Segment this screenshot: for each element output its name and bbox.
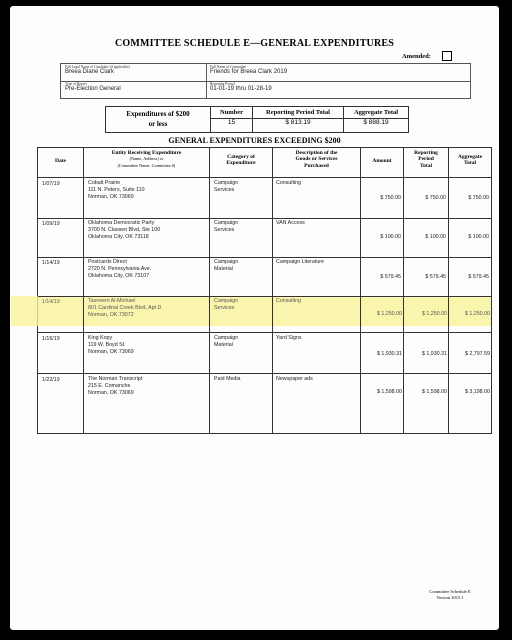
summary-aggregate-header: Aggregate Total: [344, 107, 408, 119]
summary-table: [105, 106, 409, 133]
row-description: Campaign Literature: [276, 259, 324, 265]
col-category-header: Category of: [227, 154, 255, 160]
row-entity-name: Postcards Direct: [88, 259, 127, 265]
summary-label-line2: or less: [148, 120, 168, 128]
row-category: Campaign: [214, 335, 239, 341]
row-category: Paid Media: [214, 376, 241, 382]
row-entity-city: Norman, OK 73072: [88, 312, 134, 318]
row-date: 1/16/19: [42, 336, 60, 342]
col-entity-subheader: [Name, Address] or: [129, 156, 164, 162]
row-amount: $ 1,250.00: [376, 311, 402, 317]
row-entity-name: The Norman Transcript: [88, 376, 143, 382]
row-date: 1/22/19: [42, 377, 60, 383]
row-period-total: $ 1,598.00: [421, 389, 447, 395]
row-date: 1/07/19: [42, 181, 60, 187]
row-aggregate: $ 579.45: [468, 274, 489, 280]
reporting-period-value: 01-01-19 thru 01-28-19: [210, 86, 272, 92]
row-date: 1/14/19: [42, 299, 60, 305]
summary-period-total-value: $ 813.19: [285, 119, 311, 126]
row-aggregate: $ 3,198.00: [464, 389, 490, 395]
row-category: Campaign: [214, 180, 239, 186]
row-date: 1/14/19: [42, 260, 60, 266]
col-amount-header: Amount: [372, 158, 392, 164]
row-period-total: $ 750.00: [425, 195, 446, 201]
document-title: COMMITTEE SCHEDULE E—GENERAL EXPENDITURES: [114, 38, 395, 49]
row-entity-name: Oklahoma Democratic Party: [88, 220, 155, 226]
summary-label-line1: Expenditures of $200: [126, 110, 190, 118]
row-entity-address: 3700 N. Classen Blvd, Ste 100: [88, 227, 161, 233]
col-category-header-2: Expenditure: [226, 160, 256, 167]
col-description-header-2: Goods or Services: [295, 156, 338, 163]
row-description: Yard Signs: [276, 335, 302, 341]
col-aggregate-header: Aggregate: [457, 154, 483, 160]
row-amount: $ 1,930.31: [376, 351, 402, 357]
row-entity-city: Norman, OK 73069: [88, 194, 134, 200]
row-entity-city: Norman, OK 73069: [88, 390, 134, 396]
summary-number-header: Number: [211, 107, 252, 119]
row-entity-address: 2720 N. Pennsylvania Ave.: [88, 266, 152, 272]
row-amount: $ 1,598.00: [376, 389, 402, 395]
footer-version: Version 2015.1: [436, 594, 464, 600]
row-aggregate: $ 2,797.59: [464, 351, 490, 357]
report-type-label: Type of Report: [65, 82, 87, 86]
row-amount: $ 579.45: [380, 274, 401, 280]
reporting-period-label: Reporting Period: [210, 82, 235, 86]
row-category-2: Services: [214, 227, 235, 233]
amended-checkbox[interactable]: [442, 51, 452, 61]
row-description: Consulting: [276, 180, 302, 186]
row-period-total: $ 1,930.31: [421, 351, 447, 357]
row-description: Consulting: [276, 298, 302, 304]
row-category-2: Material: [214, 342, 233, 348]
row-category: Campaign: [214, 298, 239, 304]
row-entity-city: Norman, OK 73069: [88, 349, 134, 355]
row-entity-city: Oklahoma City, OK 73107: [88, 273, 150, 279]
col-aggregate-header-2: Total: [463, 160, 477, 167]
row-amount: $ 100.00: [380, 234, 401, 240]
row-entity-address: 111 N. Peters, Suite 110: [88, 187, 145, 193]
row-category-2: Services: [214, 187, 235, 193]
summary-aggregate-value: $ 888.19: [363, 119, 389, 126]
row-period-total: $ 100.00: [425, 234, 446, 240]
highlight-marker: [11, 296, 38, 326]
candidate-name-label: Full Legal Name of Candidate (if applicable): [65, 65, 130, 69]
expenditures-table: [37, 147, 492, 434]
row-category: Campaign: [214, 220, 239, 226]
col-date-header: Date: [55, 158, 66, 164]
row-period-total: $ 1,250.00: [421, 311, 447, 317]
row-category-2: Services: [214, 305, 235, 311]
row-aggregate: $ 750.00: [468, 195, 489, 201]
col-period-total-header: Reporting: [414, 150, 438, 156]
col-description-header: Description of the: [295, 150, 338, 156]
row-description: Newspaper ads: [276, 376, 313, 382]
amended-label: Amended:: [402, 53, 431, 60]
row-amount: $ 750.00: [380, 195, 401, 201]
row-entity-name: King Kopy: [88, 335, 113, 341]
summary-number-value: 15: [227, 119, 236, 126]
row-category-2: Material: [214, 266, 233, 272]
row-entity-city: Oklahoma City, OK 73118: [88, 234, 149, 240]
row-entity-address: 215 E. Comanche: [88, 383, 131, 389]
row-entity-name: Tasneem Al-Michael: [88, 298, 136, 304]
col-period-total-header-3: Total: [419, 162, 433, 169]
row-aggregate: $ 100.00: [468, 234, 489, 240]
section-title: GENERAL EXPENDITURES EXCEEDING $200: [168, 136, 341, 145]
col-description-header-3: Purchased: [304, 162, 329, 169]
committee-info-table: [60, 63, 471, 99]
document-page: [10, 6, 499, 630]
report-type-value: Pre-Election General: [65, 86, 121, 92]
row-category: Campaign: [214, 259, 239, 265]
form-footer: [410, 589, 490, 600]
summary-period-total-header: Reporting Period Total: [253, 107, 343, 119]
row-entity-address: 119 W. Boyd St.: [88, 342, 126, 348]
row-period-total: $ 579.45: [425, 274, 446, 280]
col-entity-subheader-2: [Committee Name, Committee #]: [117, 162, 176, 168]
row-aggregate: $ 1,250.00: [464, 311, 490, 317]
col-period-total-header-2: Period: [418, 156, 434, 163]
col-entity-header: Entity Receiving Expenditure: [111, 150, 182, 156]
footer-form-name: Committee Schedule E: [429, 589, 471, 594]
committee-name-label: Full Name of Committee: [210, 65, 247, 69]
row-entity-name: Cobalt Prairie: [88, 180, 121, 186]
committee-name-value: Friends for Breea Clark 2019: [210, 69, 288, 75]
row-date: 1/09/19: [42, 221, 60, 227]
candidate-name-value: Breea Diane Clark: [65, 69, 115, 75]
row-entity-address: 801 Cardinal Creek Blvd, Apt D: [88, 305, 162, 311]
row-description: VAN Access: [276, 220, 305, 226]
